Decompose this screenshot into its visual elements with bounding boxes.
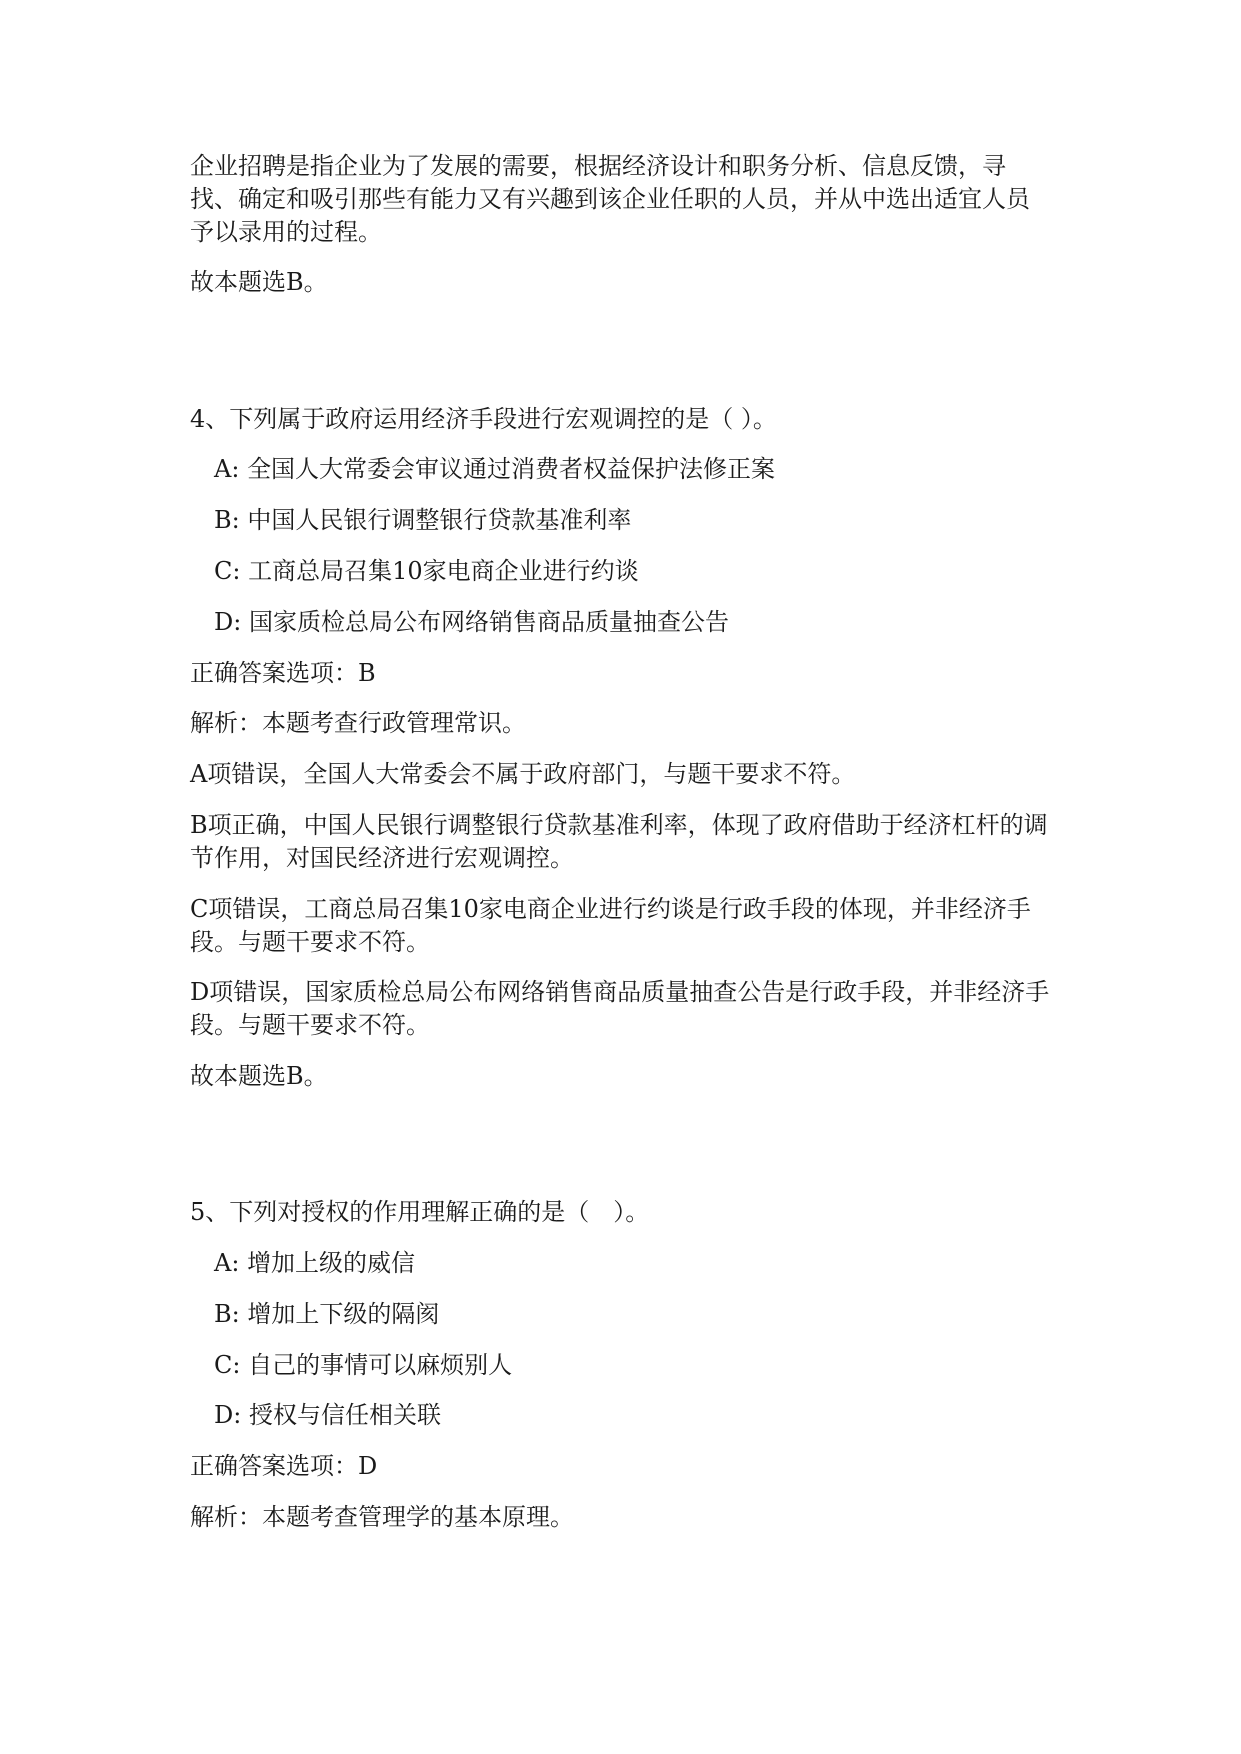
q5-option-c <box>214 1349 512 1382</box>
q4-answer: 正确答案选项：B <box>190 659 376 687</box>
intro-conclusion: 故本题选B。 <box>190 268 328 296</box>
q4-option-a <box>214 453 775 486</box>
q5-option-b <box>214 1298 439 1331</box>
q4-option-d-text: 国家质检总局公布网络销售商品质量抽查公告 <box>248 608 729 636</box>
q4-analysis-title: 解析：本题考查行政管理常识。 <box>190 709 526 737</box>
q5-option-a-letter: A: <box>214 1249 240 1277</box>
q4-analysis-c: C项错误，工商总局召集10家电商企业进行约谈是行政手段的体现，并非经济手段。与题干要求不符。 <box>190 895 1031 956</box>
q4-option-a-letter: A: <box>214 455 240 483</box>
q4-option-c-text: 工商总局召集10家电商企业进行约谈 <box>248 557 639 585</box>
q5-option-b-text: 增加上下级的隔阂 <box>247 1300 440 1328</box>
intro-paragraph: 企业招聘是指企业为了发展的需要，根据经济设计和职务分析、信息反馈，寻找、确定和吸引那些有能力又有兴趣到该企业任职的人员，并从中选出适宜人员予以录用的过程。 <box>190 152 1030 246</box>
q5-option-a-text: 增加上级的威信 <box>247 1249 416 1277</box>
q5-analysis-title: 解析：本题考查管理学的基本原理。 <box>190 1503 574 1531</box>
q4-option-b-letter: B: <box>214 506 240 534</box>
q4-option-a-text: 全国人大常委会审议通过消费者权益保护法修正案 <box>247 455 776 483</box>
q4-option-c-letter: C: <box>214 557 241 585</box>
q4-analysis-d: D项错误，国家质检总局公布网络销售商品质量抽查公告是行政手段，并非经济手段。与题干要求不符。 <box>190 978 1050 1039</box>
q5-stem: 5、下列对授权的作用理解正确的是（ ）。 <box>190 1198 650 1226</box>
q5-option-c-letter: C: <box>214 1351 241 1379</box>
q4-analysis-b: B项正确，中国人民银行调整银行贷款基准利率，体现了政府借助于经济杠杆的调节作用，对国民经济进行宏观调控。 <box>190 811 1048 872</box>
q4-option-d <box>214 606 729 639</box>
q5-option-d-letter: D: <box>214 1401 242 1429</box>
q4-option-b <box>214 504 631 537</box>
q5-option-d <box>214 1399 441 1432</box>
q4-stem: 4、下列属于政府运用经济手段进行宏观调控的是（ ）。 <box>190 405 777 433</box>
q4-analysis-a: A项错误，全国人大常委会不属于政府部门，与题干要求不符。 <box>190 760 856 788</box>
q5-option-a <box>214 1247 415 1280</box>
q4-option-b-text: 中国人民银行调整银行贷款基准利率 <box>247 506 632 534</box>
q4-option-c <box>214 555 639 588</box>
q4-conclusion: 故本题选B。 <box>190 1062 328 1090</box>
q4-option-d-letter: D: <box>214 608 242 636</box>
q5-option-c-text: 自己的事情可以麻烦别人 <box>248 1351 513 1379</box>
q5-option-b-letter: B: <box>214 1300 240 1328</box>
q5-answer: 正确答案选项：D <box>190 1452 378 1480</box>
q5-option-d-text: 授权与信任相关联 <box>248 1401 441 1429</box>
